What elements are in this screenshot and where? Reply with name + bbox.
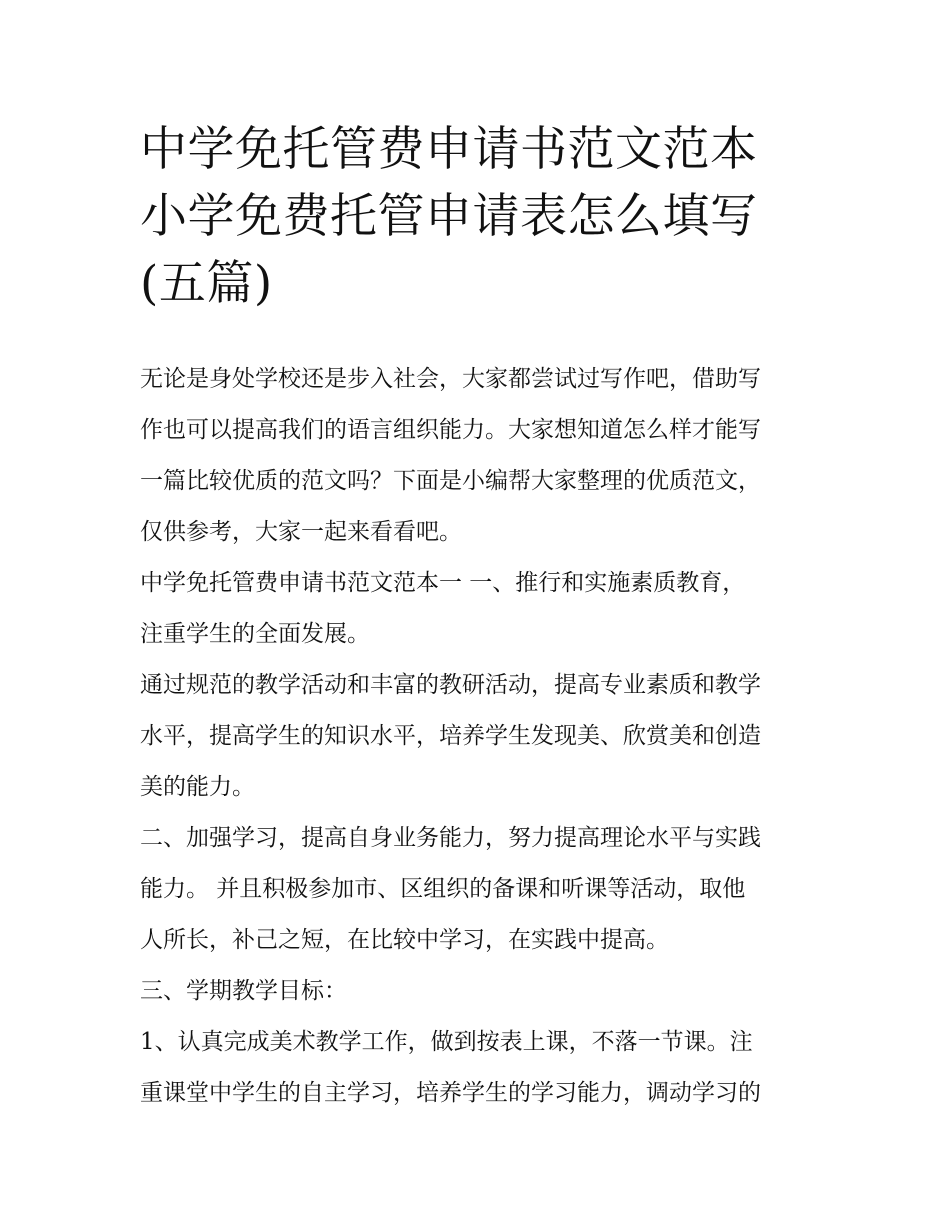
title-line-1: 中学免托管费申请书范文范本	[140, 122, 758, 177]
paragraph-line: 二、加强学习，提高自身业务能力，努力提高理论水平与实践	[140, 825, 761, 851]
paragraph-section-2	[140, 813, 820, 966]
paragraph-line: 通过规范的教学活动和丰富的教研活动，提高专业素质和教学	[140, 672, 761, 698]
title-line-3: (五篇)	[140, 256, 273, 311]
paragraph-line: 人所长，补己之短，在比较中学习，在实践中提高。	[140, 927, 669, 953]
paragraph-section-1	[140, 558, 820, 660]
paragraph-line: 仅供参考，大家一起来看看吧。	[140, 519, 462, 545]
title-line-2: 小学免费托管申请表怎么填写	[140, 189, 758, 244]
paragraph-teaching-activities	[140, 660, 820, 813]
paragraph-line: 重课堂中学生的自主学习，培养学生的学习能力，调动学习的	[140, 1080, 761, 1106]
paragraph-intro	[140, 354, 820, 558]
paragraph-line: 美的能力。	[140, 774, 255, 800]
paragraph-line: 1、认真完成美术教学工作，做到按表上课，不落一节课。注	[140, 1029, 753, 1055]
paragraph-line: 注重学生的全面发展。	[140, 621, 370, 647]
paragraph-line: 水平，提高学生的知识水平，培养学生发现美、欣赏美和创造	[140, 723, 761, 749]
paragraph-line: 无论是身处学校还是步入社会，大家都尝试过写作吧，借助写	[140, 366, 761, 392]
paragraph-line: 中学免托管费申请书范文范本一 一、推行和实施素质教育，	[140, 570, 746, 596]
paragraph-line: 作也可以提高我们的语言组织能力。大家想知道怎么样才能写	[140, 417, 761, 443]
paragraph-line: 三、学期教学目标：	[140, 978, 347, 1004]
paragraph-section-3-heading	[140, 966, 820, 1017]
document-title	[140, 116, 820, 317]
paragraph-goal-1	[140, 1017, 820, 1119]
paragraph-line: 一篇比较优质的范文吗？下面是小编帮大家整理的优质范文，	[140, 468, 761, 494]
paragraph-line: 能力。 并且积极参加市、区组织的备课和听课等活动，取他	[140, 876, 746, 902]
document-body	[140, 354, 820, 1119]
